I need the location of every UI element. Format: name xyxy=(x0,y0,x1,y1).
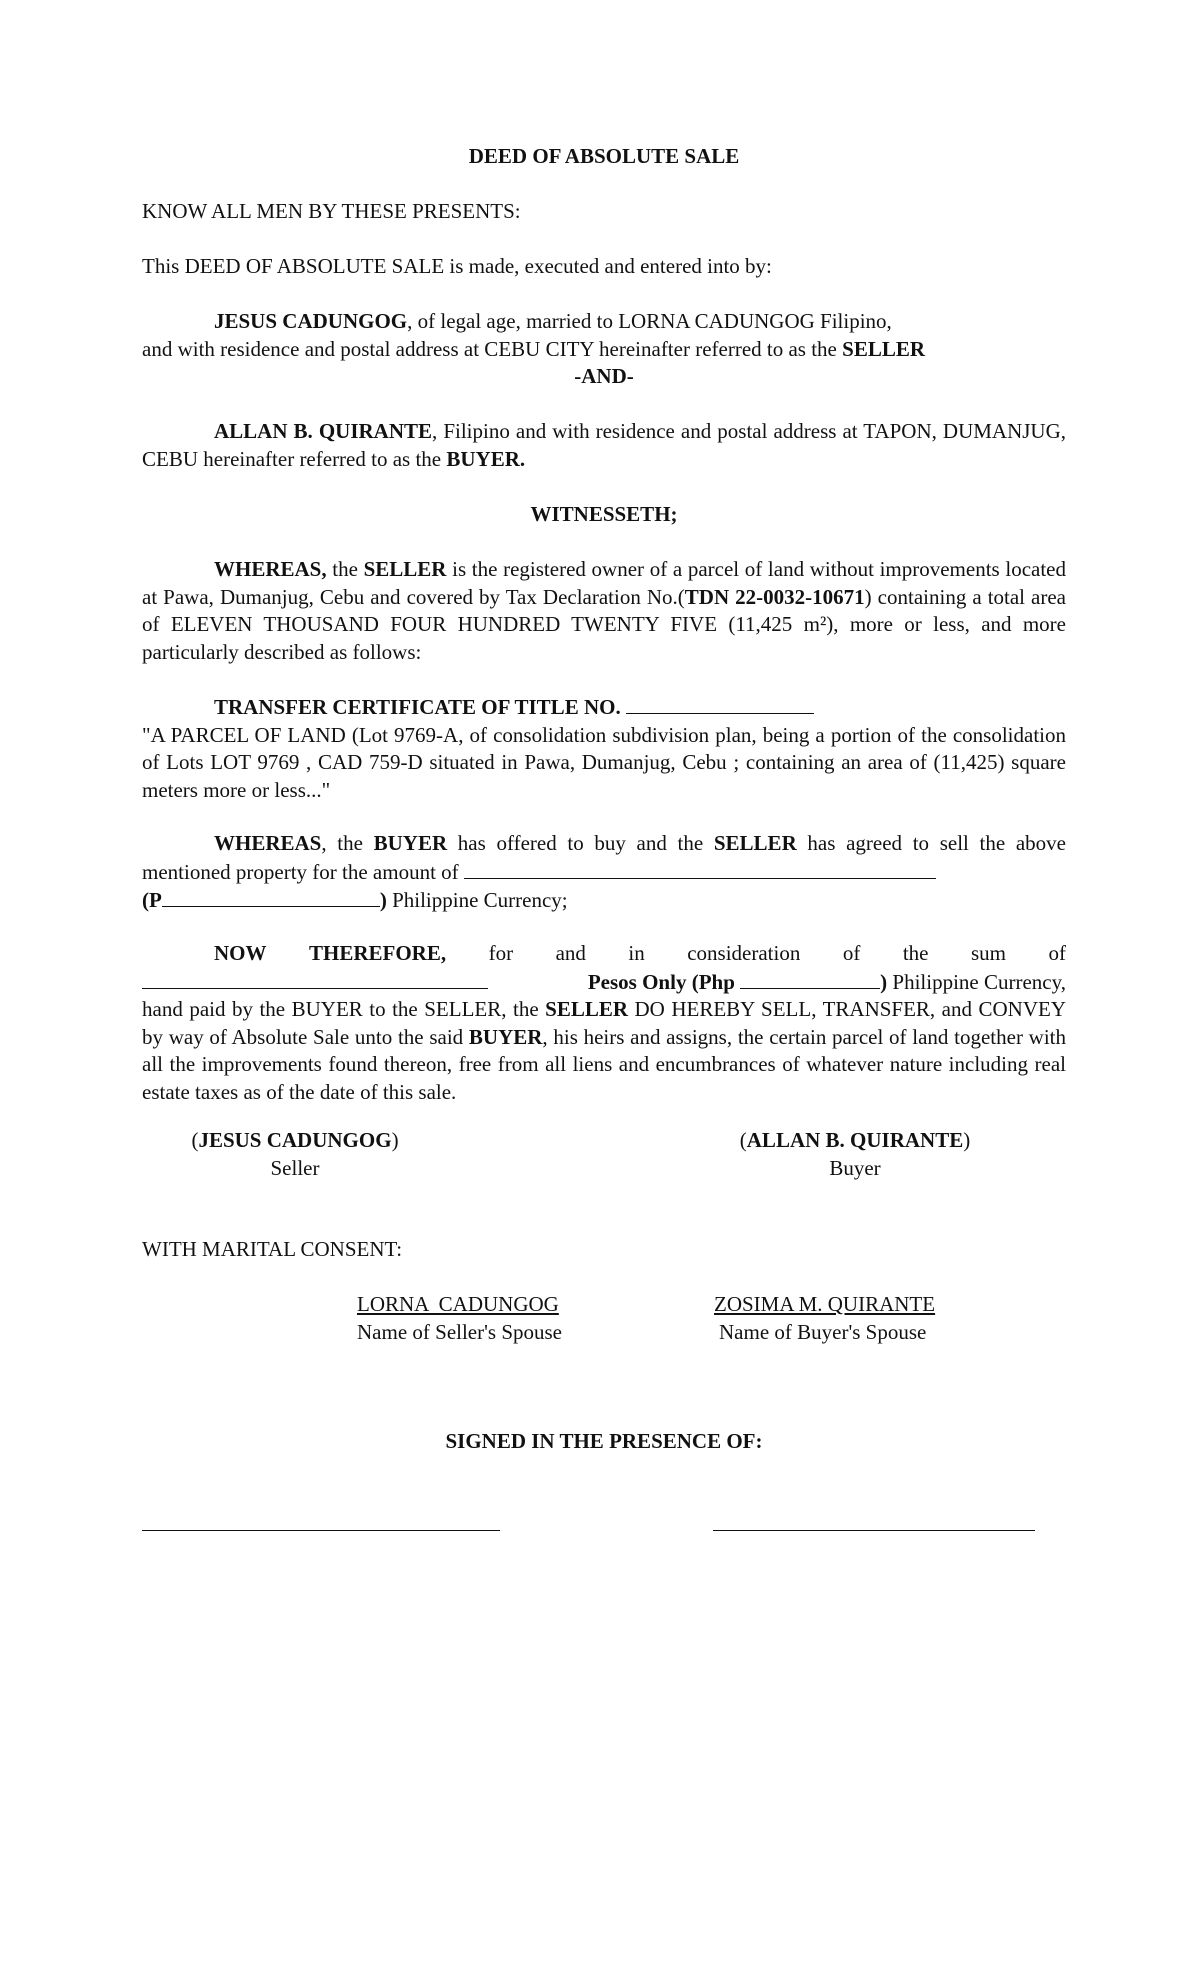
tct-label-line: TRANSFER CERTIFICATE OF TITLE NO. xyxy=(142,693,1066,722)
witness-2-signature-line[interactable] xyxy=(713,1530,1035,1531)
buyer-role: BUYER. xyxy=(446,446,526,471)
now-therefore-line: NOW THEREFORE, for and in consideration of the sum of xyxy=(214,941,1066,965)
consideration-line: Pesos Only (Php ) Philippine Currency, xyxy=(142,968,1066,997)
signed-presence-heading: SIGNED IN THE PRESENCE OF: xyxy=(445,1429,763,1453)
amount-figure-line: (P ) Philippine Currency; xyxy=(142,888,568,912)
whereas-paragraph-2: WHEREAS, the BUYER has offered to buy and the SELLER has agreed to sell the above mentioned property for the amount of (P ) Philippine Currency; xyxy=(142,830,1066,915)
seller-spouse-name: LORNA CADUNGOG xyxy=(357,1292,559,1316)
seller-spouse-label: Name of Seller's Spouse xyxy=(357,1319,562,1344)
tax-declaration-number: TDN 22-0032-10671 xyxy=(684,584,865,609)
tct-block xyxy=(142,693,1066,804)
marital-consent-label: WITH MARITAL CONSENT: xyxy=(142,1237,403,1261)
seller-signature-block: (JESUS CADUNGOG) Seller xyxy=(130,1127,460,1182)
conveyance-text: hand paid by the BUYER to the SELLER, the SELLER DO HEREBY SELL, TRANSFER, and CONVEY by way of Absolute Sale unto the said BUYER, his heirs and assigns, the certain parcel of land together with all the improvements found thereon, free from all liens and encumbrances of whatever nature including real estate taxes as of the date of this sale. xyxy=(142,997,1066,1104)
buyer-role-label: Buyer xyxy=(829,1155,881,1180)
buyer-party-block: ALLAN B. QUIRANTE, Filipino and with residence and postal address at TAPON, DUMANJUG, CEBU hereinafter referred to as the BUYER. xyxy=(142,419,1066,471)
tct-number-blank[interactable] xyxy=(626,693,814,714)
seller-party-line2: and with residence and postal address at CEBU CITY hereinafter referred to as the SELLER xyxy=(142,336,926,361)
buyer-signature-block: (ALLAN B. QUIRANTE) Buyer xyxy=(690,1127,1020,1182)
buyer-spouse-label: Name of Buyer's Spouse xyxy=(719,1319,927,1344)
seller-name: JESUS CADUNGOG xyxy=(214,309,408,333)
consideration-figure-blank[interactable] xyxy=(740,968,880,989)
witnesseth-heading: WITNESSETH; xyxy=(530,502,678,526)
intro-line: KNOW ALL MEN BY THESE PRESENTS: xyxy=(142,199,521,223)
seller-party-line1: JESUS CADUNGOG, of legal age, married to LORNA CADUNGOG Filipino, xyxy=(214,309,892,333)
amount-words-blank[interactable] xyxy=(464,858,936,879)
buyer-name: ALLAN B. QUIRANTE xyxy=(214,419,433,443)
witness-1-signature-line[interactable] xyxy=(142,1530,500,1531)
seller-role-label: Seller xyxy=(270,1155,320,1180)
made-by-line: This DEED OF ABSOLUTE SALE is made, executed and entered into by: xyxy=(142,254,772,278)
and-separator: -AND- xyxy=(574,364,634,388)
now-therefore-paragraph xyxy=(142,940,1066,1106)
document-title: DEED OF ABSOLUTE SALE xyxy=(468,144,740,168)
seller-spouse-block xyxy=(357,1291,562,1346)
parcel-description: "A PARCEL OF LAND (Lot 9769-A, of consolidation subdivision plan, being a portion of the consolidation of Lots LOT 9769 , CAD 759-D situated in Pawa, Dumanjug, Cebu ; containing an area of (11,425) square meters more or less..." xyxy=(142,722,1066,802)
whereas-paragraph-1: WHEREAS, the SELLER is the registered owner of a parcel of land without improvements located at Pawa, Dumanjug, Cebu and covered by Tax Declaration No.(TDN 22-0032-10671) containing a total area of ELEVEN THOUSAND FOUR HUNDRED TWENTY FIVE (11,425 m²), more or less, and more particularly described as follows: xyxy=(142,557,1066,664)
buyer-spouse-block xyxy=(714,1291,935,1346)
consideration-words-blank[interactable] xyxy=(142,968,488,989)
amount-figure-blank[interactable] xyxy=(162,886,380,907)
seller-party-block xyxy=(142,308,1066,391)
buyer-spouse-name: ZOSIMA M. QUIRANTE xyxy=(714,1292,936,1316)
seller-role: SELLER xyxy=(842,336,926,361)
